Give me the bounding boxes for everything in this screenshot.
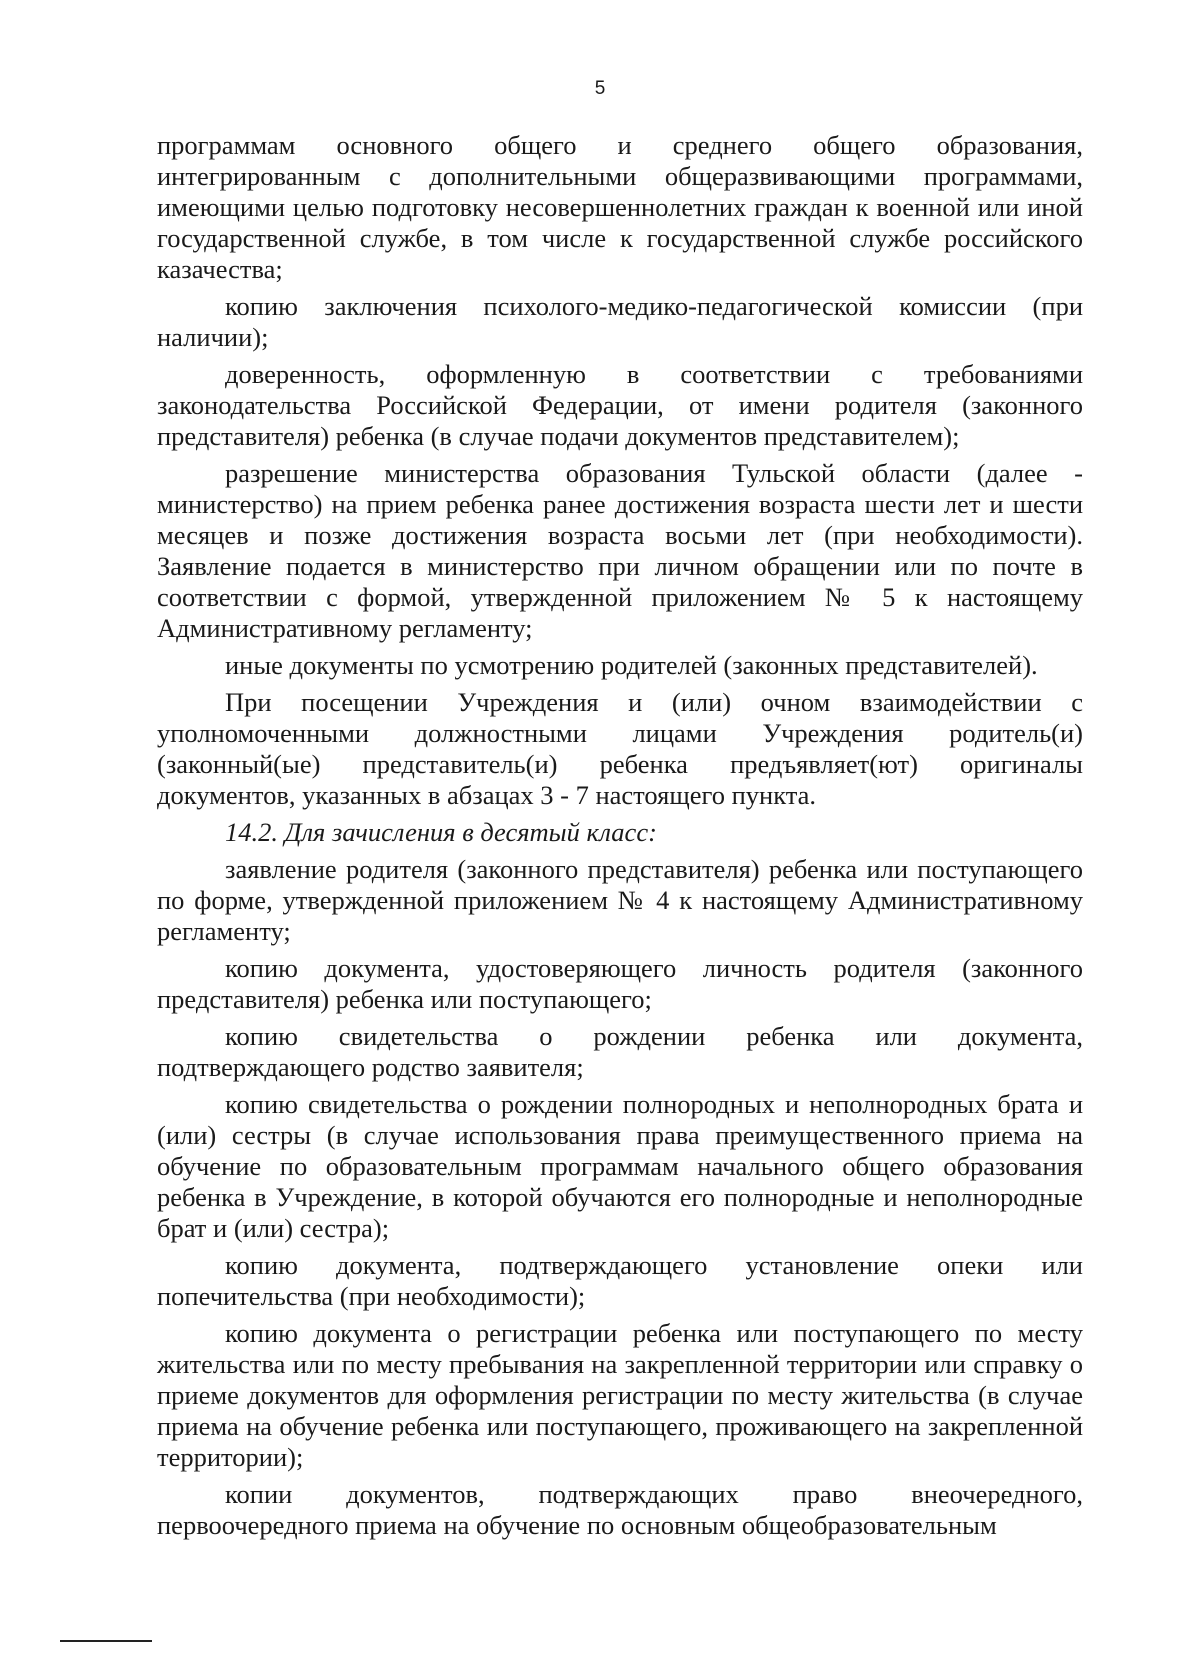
- paragraph-guardianship: копию документа, подтверждающего установление опеки или попечительства (при необходимости);: [157, 1250, 1083, 1311]
- document-body: [157, 130, 1083, 1547]
- page-number: 5: [594, 78, 606, 99]
- paragraph-ministry-permission: разрешение министерства образования Тульской области (далее - министерство) на прием ребенка ранее достижения возраста шести лет и шести месяцев и позже достижения возраста восьми лет (при необходимости). Заявление подается в министерство при личном обращении или по почте в соответствии с формой, утвержденной приложением № 5 к настоящему Административному регламенту;: [157, 458, 1083, 643]
- paragraph-priority-admission: копии документов, подтверждающих право внеочередного, первоочередного приема на обучение по основным общеобразовательным: [157, 1479, 1083, 1540]
- paragraph-power-of-attorney: доверенность, оформленную в соответствии с требованиями законодательства Российской Федерации, от имени родителя (законного представителя) ребенка (в случае подачи документов представителем);: [157, 359, 1083, 451]
- paragraph-originals-presentation: При посещении Учреждения и (или) очном взаимодействии с уполномоченными должностными лицами Учреждения родитель(и) (законный(ые) представитель(и) ребенка предъявляет(ют) оригиналы документов, указанных в абзацах 3 - 7 настоящего пункта.: [157, 687, 1083, 810]
- paragraph-identity-document: копию документа, удостоверяющего личность родителя (законного представителя) ребенка или поступающего;: [157, 953, 1083, 1014]
- paragraph-registration: копию документа о регистрации ребенка или поступающего по месту жительства или по месту пребывания на закрепленной территории или справку о приеме документов для оформления регистрации по месту жительства (в случае приема на обучение ребенка или поступающего, проживающего на закрепленной территории);: [157, 1318, 1083, 1472]
- paragraph-pmpk-conclusion: копию заключения психолого-медико-педагогической комиссии (при наличии);: [157, 291, 1083, 352]
- paragraph-other-documents: иные документы по усмотрению родителей (законных представителей).: [225, 650, 1038, 680]
- paragraph-birth-certificate: копию свидетельства о рождении ребенка или документа, подтверждающего родство заявителя;: [157, 1021, 1083, 1082]
- paragraph-programs-continuation: программам основного общего и среднего общего образования, интегрированным с дополнительными общеразвивающими программами, имеющими целью подготовку несовершеннолетних граждан к военной или иной государственной службе, в том числе к государственной службе российского казачества;: [157, 130, 1083, 284]
- paragraph-application: заявление родителя (законного представителя) ребенка или поступающего по форме, утвержденной приложением № 4 к настоящему Административному регламенту;: [157, 854, 1083, 946]
- section-heading-14-2: 14.2. Для зачисления в десятый класс:: [225, 817, 657, 847]
- footer-rule: [60, 1640, 152, 1642]
- paragraph-siblings-certificate: копию свидетельства о рождении полнородных и неполнородных брата и (или) сестры (в случае использования права преимущественного приема на обучение по образовательным программам начального общего образования ребенка в Учреждение, в которой обучаются его полнородные и неполнородные брат и (или) сестра);: [157, 1089, 1083, 1243]
